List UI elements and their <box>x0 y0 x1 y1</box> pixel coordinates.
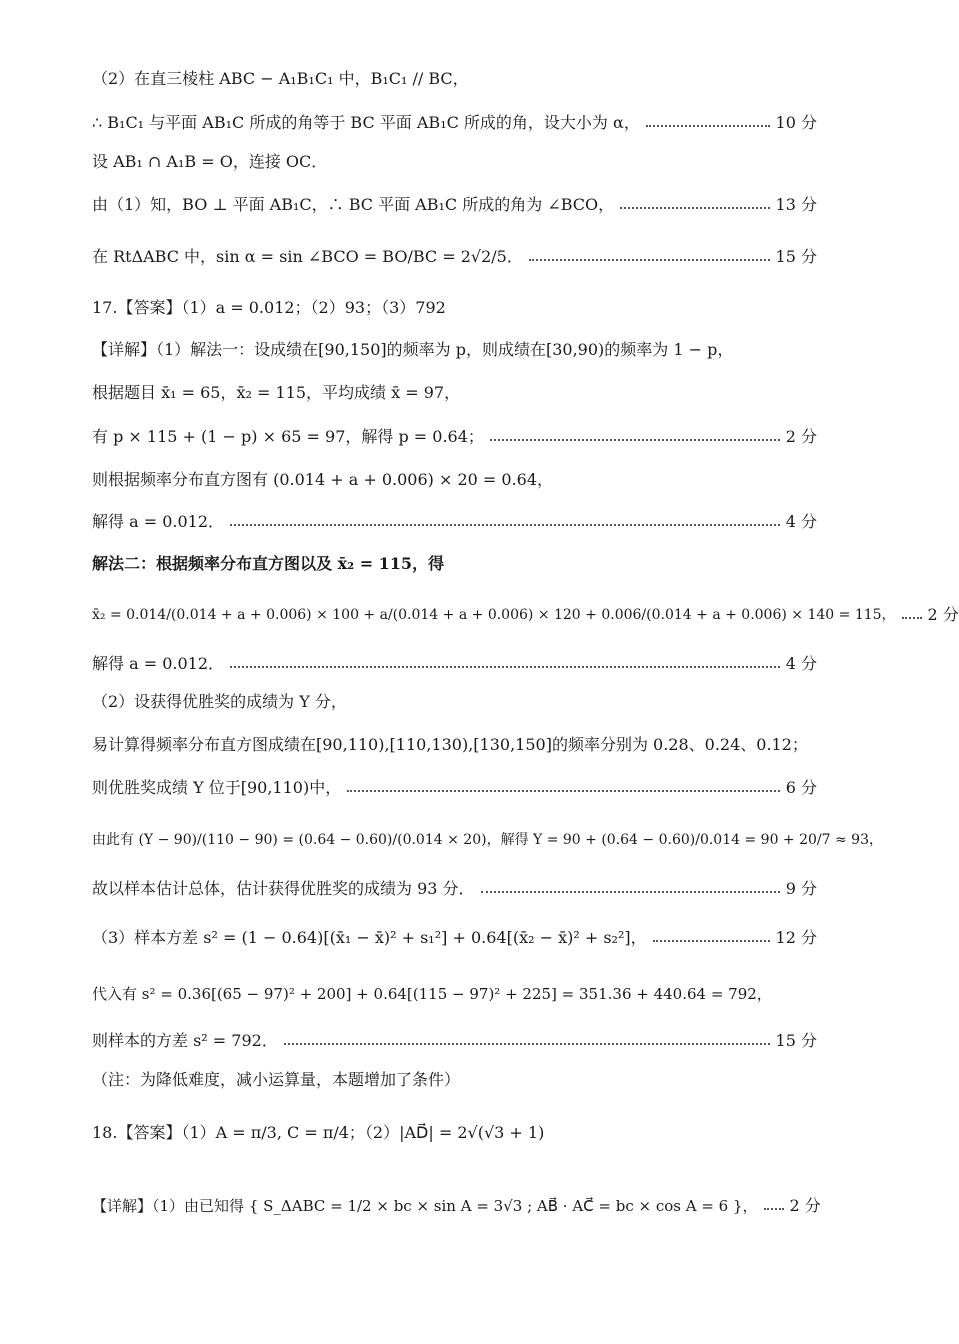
answer-heading-18: 18.【答案】（1）A = π/3, C = π/4；（2）|AD⃗| = 2√(√3 + 1) <box>92 1123 545 1142</box>
dotted-leader <box>230 524 780 526</box>
solution-line: 易计算得频率分布直方图成绩在[90,110),[110,130),[130,150]的频率分别为 0.28、0.24、0.12； <box>92 735 808 754</box>
solution-line: 则优胜奖成绩 Y 位于[90,110)中， 6 分 <box>92 778 817 797</box>
score-mark: 12 分 <box>775 928 817 947</box>
dotted-leader <box>902 617 922 619</box>
score-mark: 2 分 <box>785 427 817 446</box>
solution-line: 由此有 (Y − 90)/(110 − 90) = (0.64 − 0.60)/(0.014 × 20)，解得 Y = 90 + (0.64 − 0.60)/0.014 = 90 + 20/7 ≈ 93， <box>92 832 883 848</box>
solution-line: 代入有 s² = 0.36[(65 − 97)² + 200] + 0.64[(115 − 97)² + 225] = 351.36 + 440.64 = 792， <box>92 985 772 1003</box>
dotted-leader <box>284 1043 770 1045</box>
score-mark: 4 分 <box>785 654 817 673</box>
solution-line: 解法二：根据频率分布直方图以及 x̄₂ = 115，得 <box>92 554 445 573</box>
dotted-leader <box>620 207 769 209</box>
solution-line: 解得 a = 0.012． 4 分 <box>92 512 817 531</box>
dotted-leader <box>529 259 770 261</box>
dotted-leader <box>230 666 780 668</box>
score-mark: 15 分 <box>775 1031 817 1050</box>
score-mark: 15 分 <box>775 247 817 266</box>
note-line: （注：为降低难度，减小运算量，本题增加了条件） <box>92 1070 461 1089</box>
solution-line: 则样本的方差 s² = 792． 15 分 <box>92 1031 817 1050</box>
answer-heading-17: 17.【答案】（1）a = 0.012；（2）93；（3）792 <box>92 298 446 317</box>
score-mark: 6 分 <box>785 778 817 797</box>
score-mark: 2 分 <box>789 1196 821 1215</box>
score-mark: 10 分 <box>775 113 817 132</box>
solution-line: （3）样本方差 s² = (1 − 0.64)[(x̄₁ − x̄)² + s₁²] + 0.64[(x̄₂ − x̄)² + s₂²]， 12 分 <box>92 928 817 947</box>
solution-line: 根据题目 x̄₁ = 65，x̄₂ = 115，平均成绩 x̄ = 97， <box>92 383 461 402</box>
score-mark: 9 分 <box>785 879 817 898</box>
score-mark: 2 分 <box>927 605 959 624</box>
dotted-leader <box>653 940 770 942</box>
dotted-leader <box>347 790 780 792</box>
dotted-leader <box>646 125 770 127</box>
solution-line: 【详解】（1）解法一：设成绩在[90,150]的频率为 p，则成绩在[30,90)的频率为 1 − p， <box>92 340 734 359</box>
solution-line: 有 p × 115 + (1 − p) × 65 = 97，解得 p = 0.64； 2 分 <box>92 427 817 446</box>
dotted-leader <box>490 439 780 441</box>
solution-line: 故以样本估计总体，估计获得优胜奖的成绩为 93 分． 9 分 <box>92 879 817 898</box>
dotted-leader <box>481 891 780 893</box>
solution-line: 在 RtΔABC 中，sin α = sin ∠BCO = BO/BC = 2√2/5． 15 分 <box>92 247 817 266</box>
score-mark: 4 分 <box>785 512 817 531</box>
solution-line: （2）设获得优胜奖的成绩为 Y 分， <box>92 692 347 711</box>
solution-line: 设 AB₁ ∩ A₁B = O，连接 OC． <box>92 152 328 171</box>
solution-line: 则根据频率分布直方图有 (0.014 + a + 0.006) × 20 = 0.64， <box>92 470 554 489</box>
solution-line: ∴ B₁C₁ 与平面 AB₁C 所成的角等于 BC 平面 AB₁C 所成的角，设大小为 α， 10 分 <box>92 113 817 132</box>
dotted-leader <box>764 1208 784 1210</box>
solution-line: 由（1）知，BO ⊥ 平面 AB₁C，∴ BC 平面 AB₁C 所成的角为 ∠BCO， 13 分 <box>92 195 817 214</box>
score-mark: 13 分 <box>775 195 817 214</box>
solution-line: 【详解】（1）由已知得 { S_ΔABC = 1/2 × bc × sin A = 3√3 ; AB⃗ · AC⃗ = bc × cos A = 6 }， 2 分 <box>92 1196 821 1215</box>
solution-line: x̄₂ = 0.014/(0.014 + a + 0.006) × 100 + a/(0.014 + a + 0.006) × 120 + 0.006/(0.014 + a + 0.006) × 140 = 115， 2 分 <box>92 605 959 624</box>
solution-line: 解得 a = 0.012． 4 分 <box>92 654 817 673</box>
solution-line: （2）在直三棱柱 ABC − A₁B₁C₁ 中，B₁C₁ // BC， <box>92 69 469 88</box>
